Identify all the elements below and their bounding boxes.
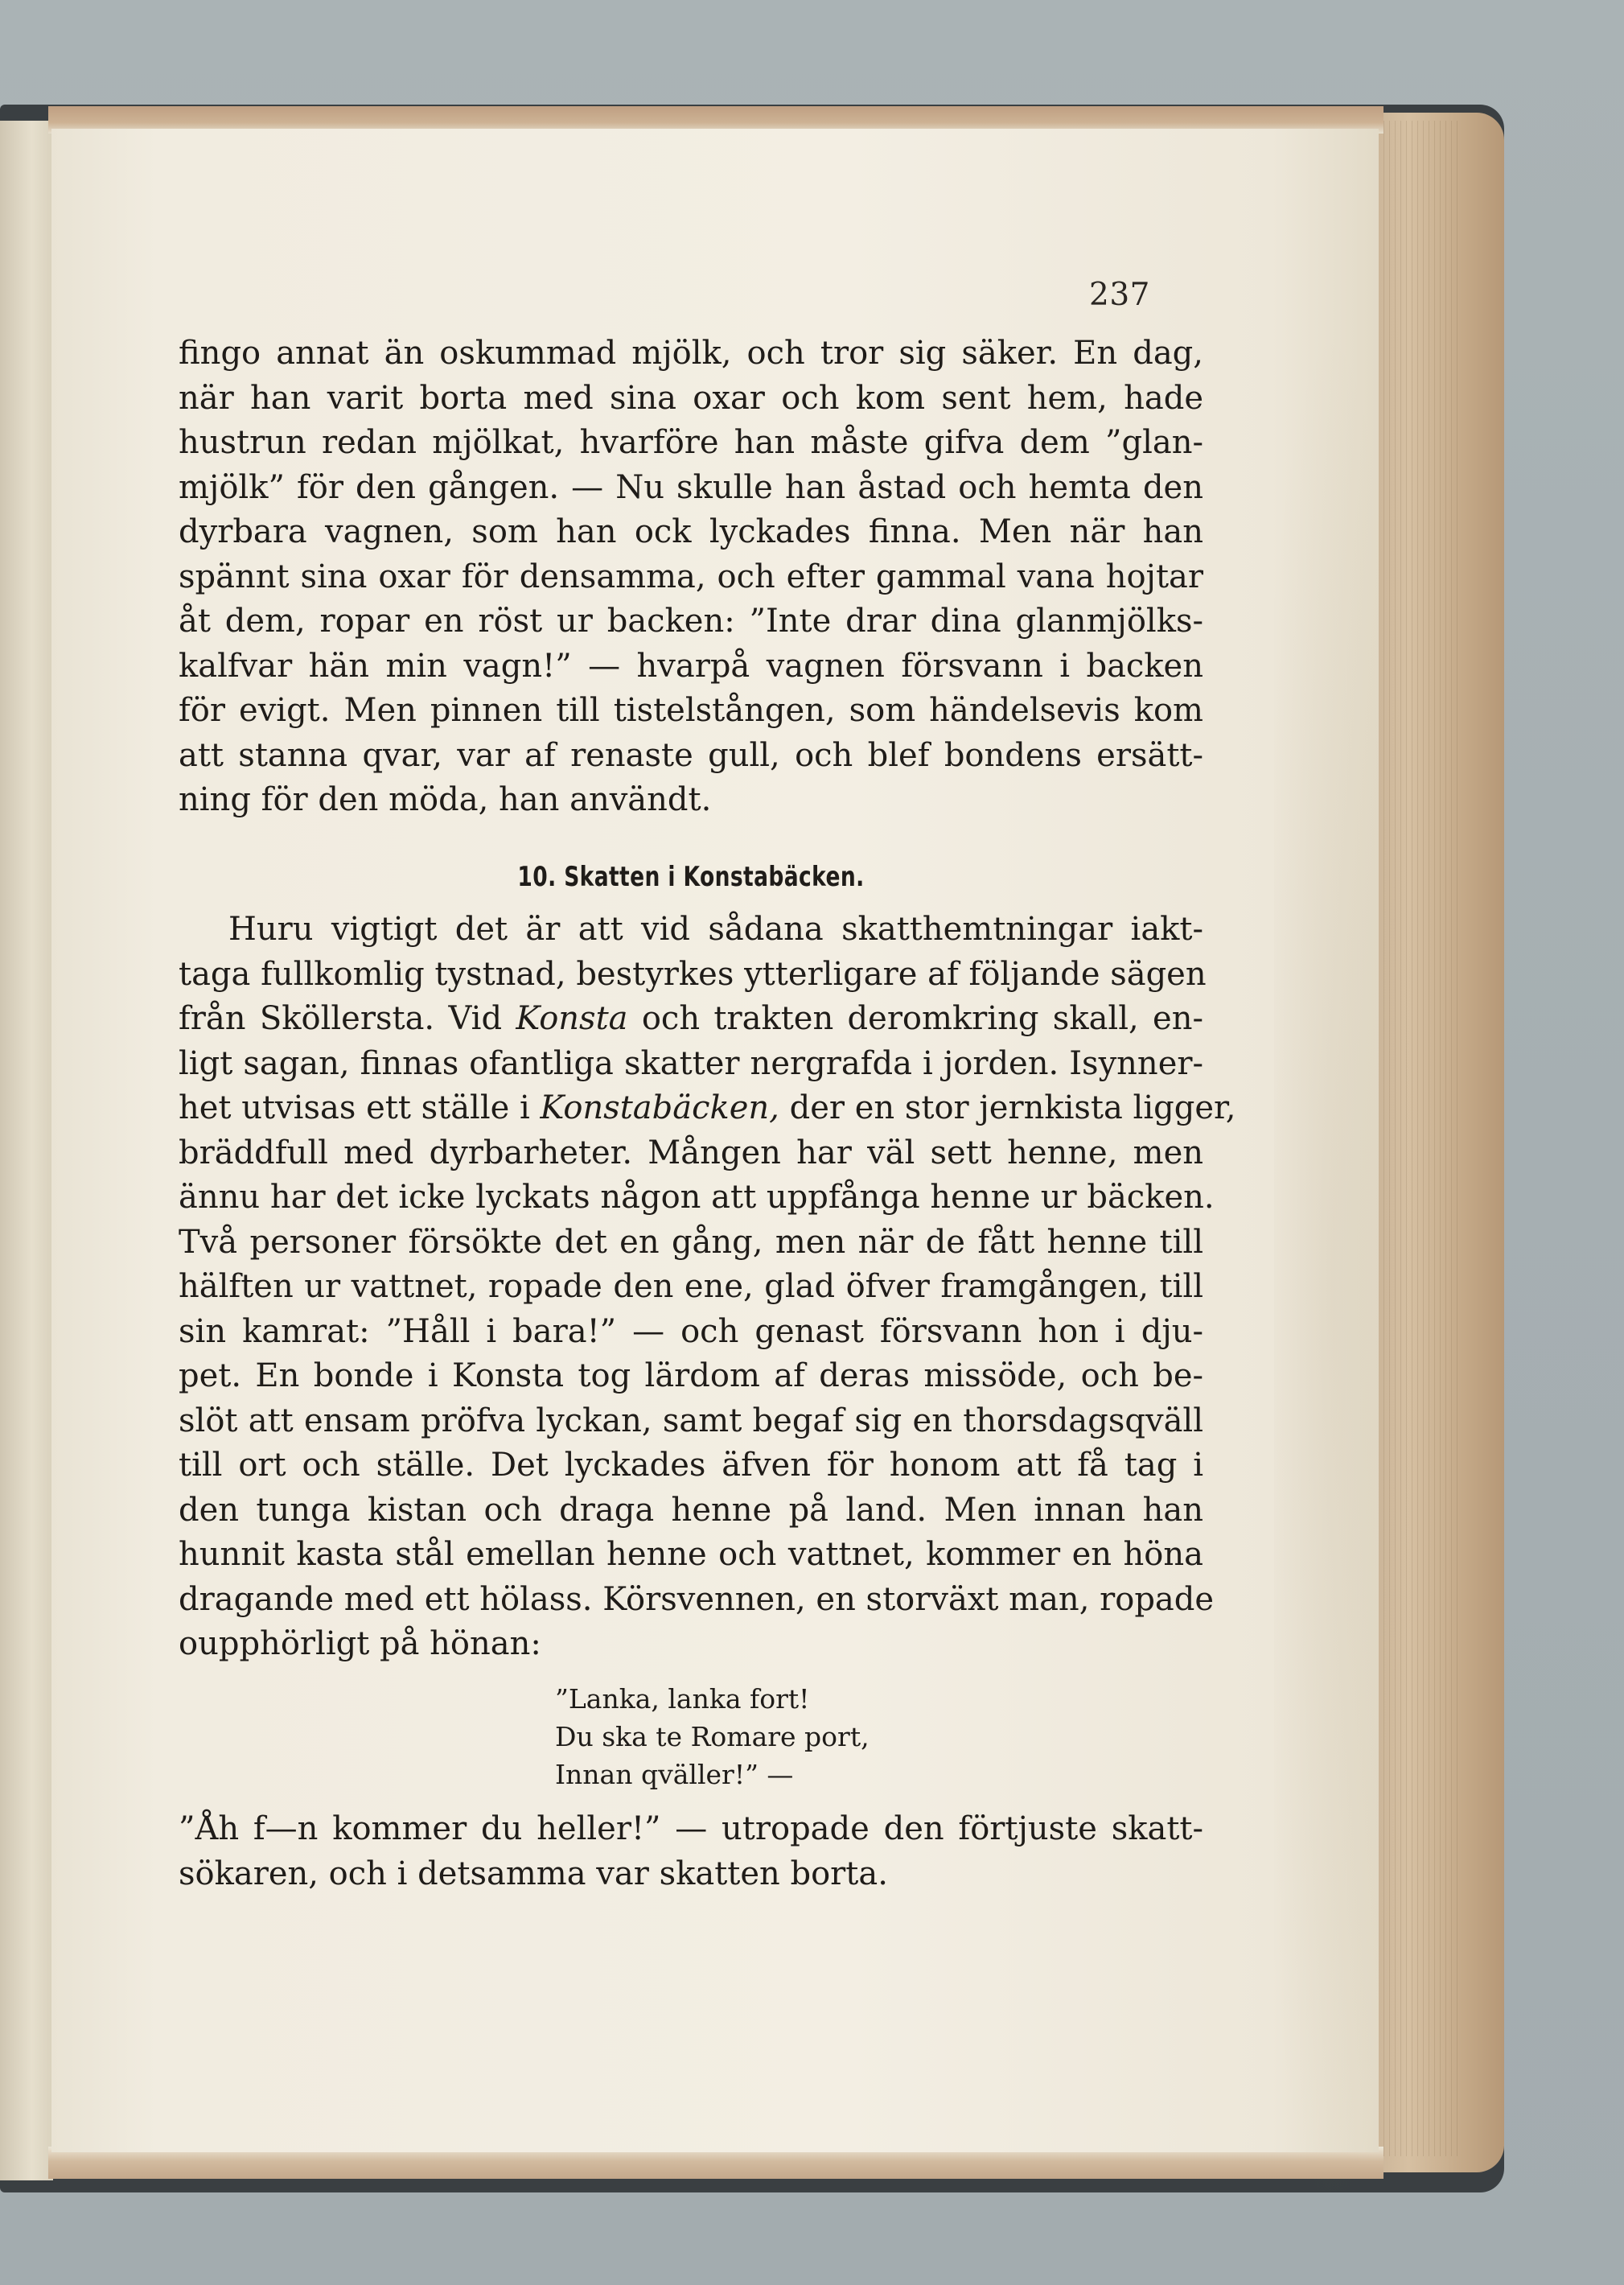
page-number: 237	[1089, 277, 1150, 313]
text-segment: från Sköllersta. Vid	[179, 1000, 516, 1037]
text-line: ännu har det icke lyckats någon att uppfånga henne ur bäcken.	[179, 1179, 1215, 1216]
paper-stain	[1274, 314, 1419, 2245]
text-segment: Huru vigtigt det är att vid sådana skatthemtningar iakt-	[228, 911, 1203, 948]
paragraph-2	[179, 908, 1236, 1667]
text-line: spännt sina oxar för densamma, och efter gammal vana hojtar	[179, 558, 1203, 595]
text-line: mjölk” för den gången. — Nu skulle han åstad och hemta den	[179, 468, 1203, 506]
verse-line: ”Lanka, lanka fort!	[555, 1683, 810, 1715]
text-line: slöt att ensam pröfva lyckan, samt begaf sig en thorsdagsqväll	[179, 1402, 1203, 1439]
text-line: hunnit kasta stål emellan henne och vattnet, kommer en höna	[179, 1536, 1203, 1573]
text-line: ning för den möda, han användt.	[179, 781, 712, 818]
text-line: åt dem, ropar en röst ur backen: ”Inte drar dina glanmjölks-	[179, 603, 1203, 640]
text-line: bräddfull med dyrbarheter. Mången har väl sett henne, men	[179, 1134, 1203, 1171]
text-line: kalfvar hän min vagn!” — hvarpå vagnen försvann i backen	[179, 647, 1203, 685]
text-line: sin kamrat: ”Håll i bara!” — och genast försvann hon i dju-	[179, 1312, 1203, 1350]
text-line: sökaren, och i detsamma var skatten borta.	[179, 1855, 888, 1892]
text-line	[179, 997, 1203, 1042]
text-line: ”Åh f—n kommer du heller!” — utropade den förtjuste skatt-	[179, 1810, 1203, 1847]
place-name: Konstabäcken,	[540, 1089, 779, 1126]
text-line: taga fullkomlig tystnad, bestyrkes ytterligare af följande sägen	[179, 955, 1207, 993]
section-heading: 10. Skatten i Konstabäcken.	[517, 861, 865, 893]
text-line: ligt sagan, finnas ofantliga skatter nergrafda i jorden. Isynner-	[179, 1044, 1203, 1082]
text-line: för evigt. Men pinnen till tistelstången, som händelsevis kom	[179, 692, 1203, 729]
text-segment: och trakten deromkring skall, en-	[627, 1000, 1203, 1037]
text-line: när han varit borta med sina oxar och kom sent hem, hade	[179, 379, 1203, 417]
text-line: fingo annat än oskummad mjölk, och tror sig säker. En dag,	[179, 335, 1203, 372]
paragraph-1	[179, 331, 1203, 823]
text-line: Två personer försökte det en gång, men när de fått henne till	[179, 1223, 1203, 1261]
text-line: pet. En bonde i Konsta tog lärdom af deras missöde, och be-	[179, 1357, 1203, 1394]
text-line: hustrun redan mjölkat, hvarföre han måste gifva dem ”glan-	[179, 424, 1203, 461]
left-page-edge	[0, 121, 53, 2180]
verse-block	[555, 1680, 870, 1793]
place-name: Konsta	[516, 1000, 628, 1037]
text-line: oupphörligt på hönan:	[179, 1625, 541, 1662]
text-line: till ort och ställe. Det lyckades äfven för honom att få tag i	[179, 1447, 1203, 1484]
text-line: att stanna qvar, var af renaste gull, och blef bondens ersätt-	[179, 736, 1203, 774]
text-line: dyrbara vagnen, som han ock lyckades finna. Men när han	[179, 513, 1203, 550]
text-line	[179, 1086, 1236, 1131]
text-line: dragande med ett hölass. Körsvennen, en storväxt man, ropade	[179, 1580, 1215, 1618]
text-line: den tunga kistan och draga henne på land. Men innan han	[179, 1491, 1203, 1529]
paragraph-3	[179, 1806, 1203, 1896]
text-segment: der en stor jernkista ligger,	[779, 1089, 1236, 1126]
text-line: hälften ur vattnet, ropade den ene, glad öfver framgången, till	[179, 1268, 1203, 1305]
verse-line: Innan qväller!” —	[555, 1759, 794, 1790]
text-segment: het utvisas ett ställe i	[179, 1089, 541, 1126]
text-line	[179, 908, 1203, 953]
verse-line: Du ska te Romare port,	[555, 1721, 870, 1752]
